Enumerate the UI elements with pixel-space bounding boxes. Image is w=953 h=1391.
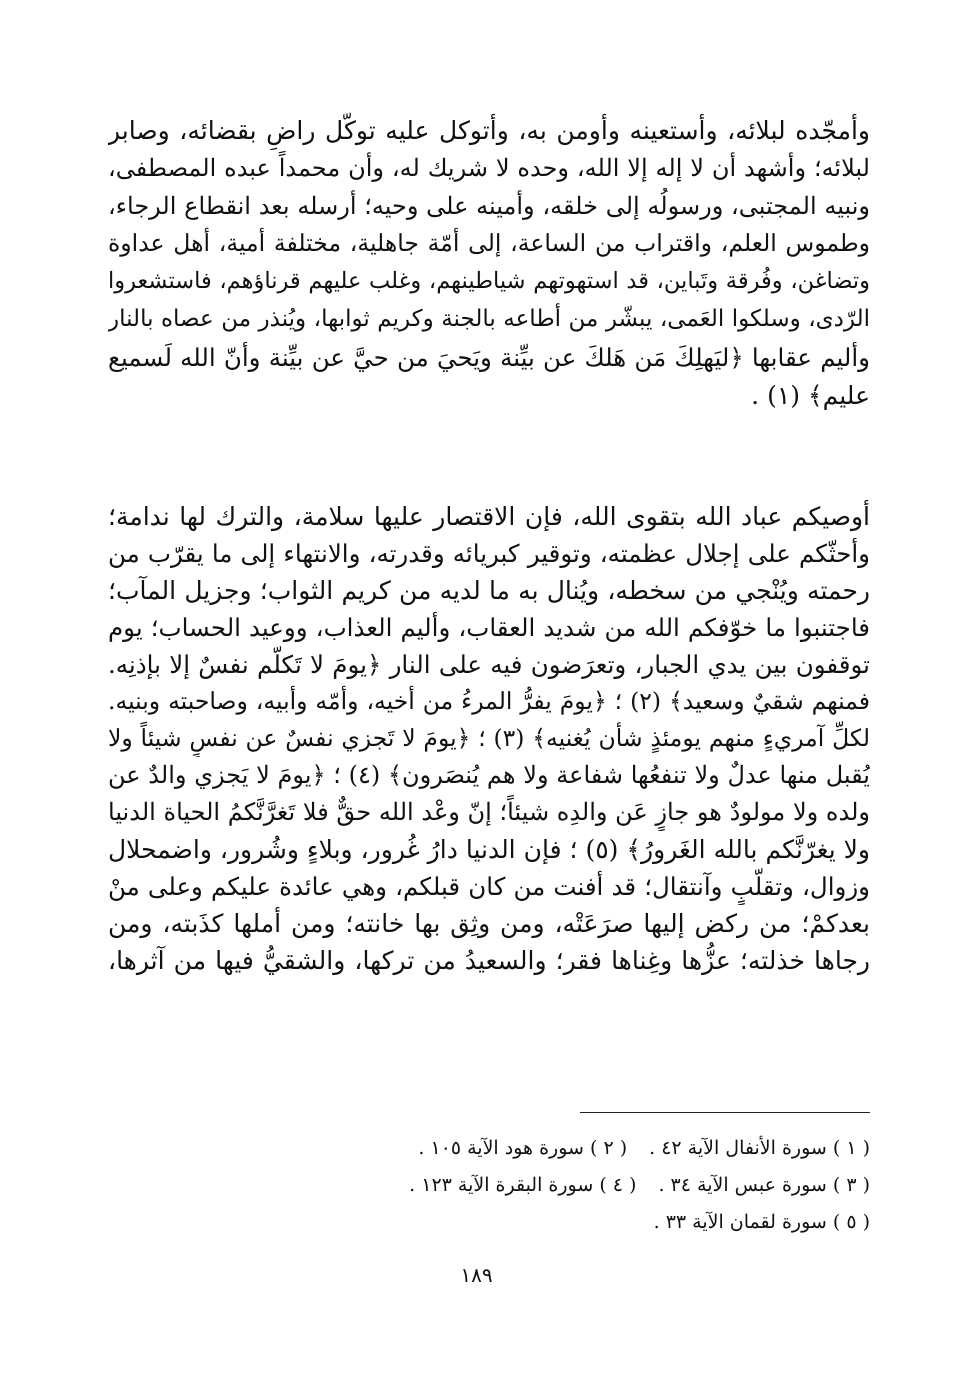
footnote-row [350, 1167, 870, 1204]
text-line: الرّدى، وسلكوا العَمى، يبشّر من أطاعه بالجنة وكريم ثوابها، ويُنذر من عصاه بالنار [108, 305, 870, 332]
paragraph-1 [108, 112, 870, 414]
text-line: توقفون بين يدي الجبار، وتعرَضون فيه على النار ﴿يومَ لا تَكلَّم نفسٌ إلا بإذنِه. [108, 650, 870, 679]
text-line: لبلائه؛ وأشهد أن لا إله إلا الله، وحده لا شريك له، وأن محمداً عبده المصطفى، [108, 153, 870, 182]
text-line: بعدكمْ؛ من ركض إليها صرَعَتْه، ومن وثِق بها خانته؛ ومن أملها كذَبته، ومن [108, 909, 870, 938]
text-line: يُقبل منها عدلٌ ولا تنفعُها شفاعة ولا هم يُنصَرون﴾ (٤) ؛ ﴿يومَ لا يَجزي والدٌ عن [108, 761, 870, 789]
text-line: وتضاغن، وفُرقة وتَباين، قد استهوتهم شياطينهم، وغلب عليهم قرناؤهم، فاستشعروا [108, 268, 870, 295]
text-line: ونبيه المجتبى، ورسولُه إلى خلقه، وأمينه على وحيه؛ أرسله بعد انقطاع الرجاء، [108, 191, 870, 220]
text-line: فاجتنبوا ما خوّفكم الله من شديد العقاب، وأليم العذاب، ووعيد الحساب؛ يوم [108, 613, 870, 642]
footnote-row [350, 1204, 870, 1241]
footnote-2: ( ٢ ) سورة هود الآية ١٠٥ . [418, 1137, 628, 1159]
text-line: رجاها خذلته؛ عزُّها وغِناها فقر؛ والسعيدُ من تركها، والشقيُّ فيها من آثرها، [108, 946, 870, 975]
footnote-row [350, 1130, 870, 1167]
text-line: وزوال، وتقلّبٍ وآنتقال؛ قد أفنت من كان قبلكم، وهي عائدة عليكم وعلى منْ [108, 872, 870, 901]
footnote-5: ( ٥ ) سورة لقمان الآية ٣٣ . [653, 1211, 870, 1233]
page-number: ١٨٩ [460, 1263, 493, 1287]
text-line: ولده ولا مولودٌ هو جازٍ عَن والدِه شيئاً؛ إنّ وعْد الله حقٌّ فلا تَغرَّنَّكمُ الحياة الدنيا [108, 798, 870, 826]
text-line: وأليم عقابها ﴿ليَهلِكَ مَن هَلكَ عن بيِّنة ويَحيَ من حيَّ عن بيِّنة وأنّ الله لَسميع [108, 342, 870, 372]
footnote-4: ( ٤ ) سورة البقرة الآية ١٢٣ . [409, 1174, 637, 1196]
footnotes [350, 1130, 870, 1241]
footnote-3: ( ٣ ) سورة عبس الآية ٣٤ . [658, 1174, 870, 1196]
text-line: لكلِّ آمريءٍ منهم يومئذٍ شأن يُغنيه﴾ (٣) ؛ ﴿يومَ لا تَجزي نفسٌ عن نفسٍ شيئاً ولا [108, 724, 870, 752]
footnote-divider [580, 1112, 870, 1113]
text-line: رحمته ويُنْجي من سخطه، ويُنال به ما لديه من كريم الثواب؛ وجزيل المآب؛ [108, 576, 870, 605]
text-line: فمنهم شقيٌ وسعيد﴾ (٢) ؛ ﴿يومَ يفرُّ المرءُ من أخيه، وأمّه وأبيه، وصاحبته وبنيه. [108, 687, 870, 715]
text-line: وأمجّده لبلائه، وأستعينه وأومن به، وأتوكل عليه توكّل راضٍ بقضائه، وصابر [108, 116, 870, 145]
text-line: أوصيكم عباد الله بتقوى الله، فإن الاقتصار عليها سلامة، والترك لها ندامة؛ [108, 502, 870, 531]
text-line: عليم﴾ (١) . [751, 380, 870, 410]
text-line: وطموس العلم، واقتراب من الساعة، إلى أمّة جاهلية، مختلفة أمية، أهل عداوة [108, 229, 870, 258]
text-line: وأحثّكم على إجلال عظمته، وتوقير كبريائه وقدرته، والانتهاء إلى ما يقرّب من [108, 539, 870, 568]
footnote-1: ( ١ ) سورة الأنفال الآية ٤٢ . [649, 1137, 870, 1159]
text-line: ولا يغرّنَّكم بالله الغَرورُ﴾ (٥) ؛ فإن الدنيا دارُ غُرور، وبلاءٍ وشُرور، واضمحلال [108, 835, 870, 864]
paragraph-2 [108, 498, 870, 979]
